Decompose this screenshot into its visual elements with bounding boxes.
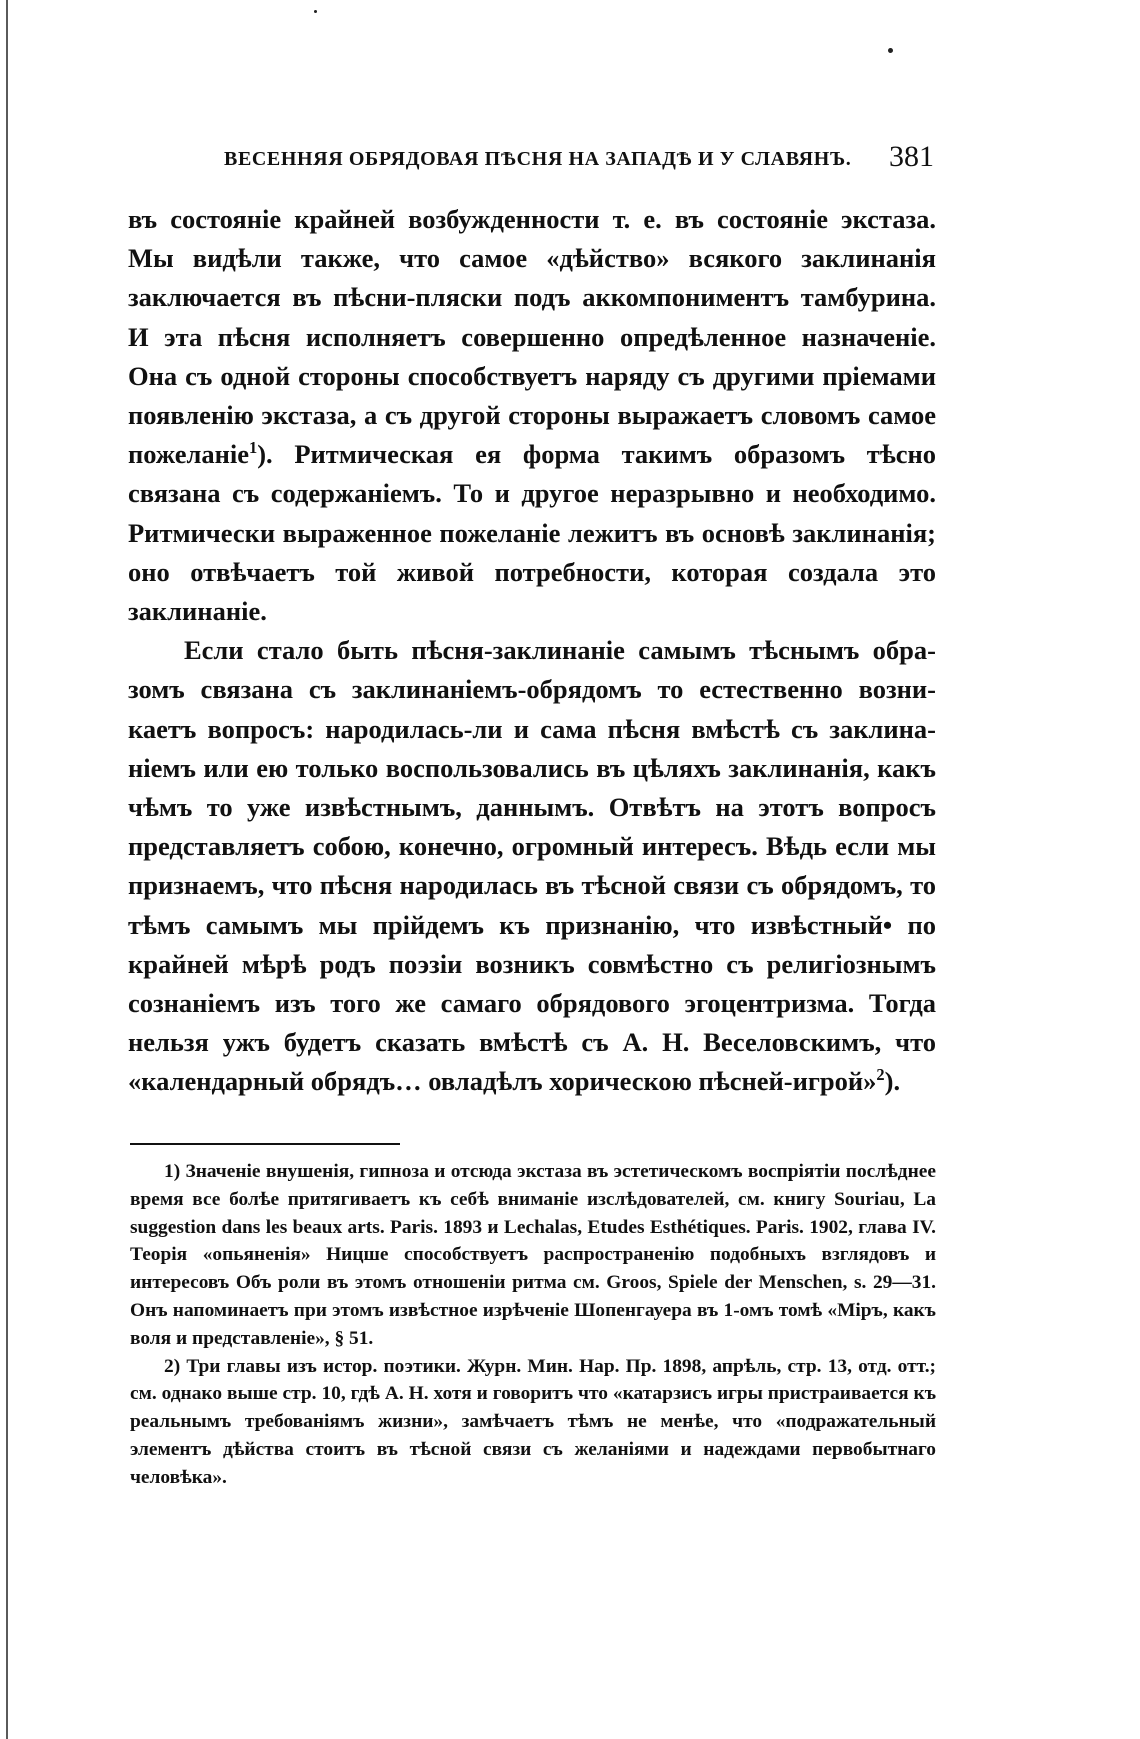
footnote-ref-1: 1 bbox=[249, 438, 258, 458]
paragraph bbox=[128, 631, 936, 1101]
scan-speck bbox=[888, 48, 893, 53]
footnote-ref-2: 2 bbox=[876, 1065, 885, 1085]
paragraph-text: въ состояніе крайней возбужденности т. е. въ состояніе экстаза. Мы видѣли также, что самое «дѣйство» всякого заклинанія заключается въ пѣсни-пляски подъ аккомпониментъ тамбурина. И эта пѣсня исполняетъ совершенно опредѣленное назначеніе. Она съ одной стороны способствуетъ наряду съ другими пріемами появленію экстаза, а съ другой стороны выражаетъ словомъ самое пожеланіе bbox=[128, 204, 936, 470]
running-head-title: ВЕСЕННЯЯ ОБРЯДОВАЯ ПѢСНЯ НА ЗАПАДѢ И У СЛАВЯНЪ. bbox=[224, 148, 852, 170]
main-text bbox=[128, 200, 936, 1102]
footnote-1: 1) Значеніе внушенія, гипноза и отсюда экстаза въ эстетическомъ воспріятіи послѣднее время все болѣе притягиваетъ къ себѣ вниманіе изслѣдователей, см. книгу Souriau, La suggestion dans les beaux arts. Paris. 1893 и Lechalas, Etudes Esthétiques. Paris. 1902, глава IV. Теорія «опьяненія» Ницше способствуетъ распространенію подобныхъ взглядовъ и интересовъ Объ роли въ этомъ отношеніи ритма см. Groos, Spiele der Menschen, s. 29—31. Онъ напоминаетъ при этомъ извѣстное изрѣченіе Шопенгауера въ 1-омъ томѣ «Міръ, какъ воля и представленіе», § 51. bbox=[130, 1161, 936, 1349]
page-number: 381 bbox=[889, 140, 934, 173]
paragraph-text: ). bbox=[884, 1066, 901, 1097]
footnote-2: 2) Три главы изъ истор. поэтики. Журн. Мин. Нар. Пр. 1898, апрѣль, стр. 13, отд. отт.; см. однако выше стр. 10, гдѣ А. Н. хотя и говоритъ что «катарзисъ игры пристраивается къ реальнымъ требованіямъ жизни», замѣчаетъ тѣмъ не менѣе, что «подражательный элементъ дѣйства стоитъ въ тѣсной связи съ желаніями и надеждами первобытнаго человѣка». bbox=[130, 1355, 936, 1488]
scan-page-edge bbox=[6, 0, 8, 1739]
paragraph-text: ). Ритмическая ея форма такимъ образомъ тѣсно связана съ содержаніемъ. То и другое неразрывно и необходимо. Ритмически выраженное пожеланіе лежитъ въ основѣ заклинанія; оно отвѣчаетъ той живой потребности, которая создала это заклинаніе. bbox=[128, 439, 936, 627]
paragraph-text: Если стало быть пѣсня-заклинаніе самымъ тѣснымъ образомъ связана съ заклинаніемъ-обрядомъ то естественно возникаетъ вопросъ: народилась-ли и сама пѣсня вмѣстѣ съ заклинаніемъ или ею только воспользовались въ цѣляхъ заклинанія, какъ чѣмъ то уже извѣстнымъ, даннымъ. Отвѣтъ на этотъ вопросъ представляетъ собою, конечно, огромный интересъ. Вѣдь если мы признаемъ, что пѣсня народилась въ тѣсной связи съ обрядомъ, то тѣмъ самымъ мы прійдемъ къ признанію, что извѣстный• по крайней мѣрѣ родъ поэзіи возникъ совмѣстно съ религіознымъ сознаніемъ изъ того же самаго обрядового эгоцентризма. Тогда нельзя ужъ будетъ сказать вмѣстѣ съ А. Н. Веселовскимъ, что «календарный обрядъ… овладѣлъ хорическою пѣсней-игрой» bbox=[128, 635, 936, 1097]
footnote-divider bbox=[130, 1143, 400, 1145]
running-head bbox=[224, 140, 934, 180]
footnotes bbox=[130, 1158, 936, 1492]
paragraph bbox=[128, 200, 936, 631]
scan-speck bbox=[314, 10, 317, 13]
